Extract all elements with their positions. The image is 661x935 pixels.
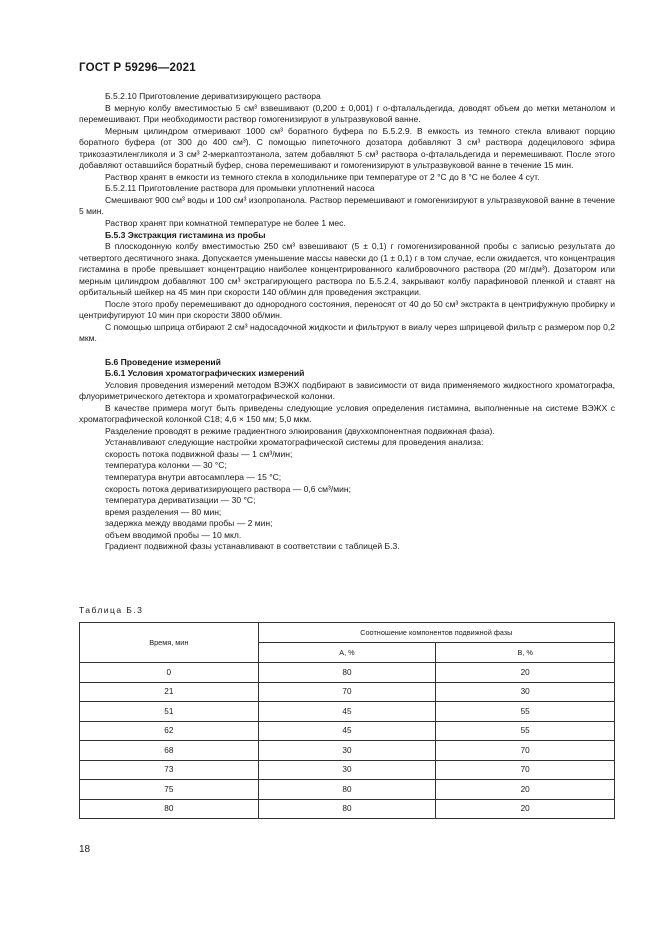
cell-a: 80 — [258, 663, 436, 683]
paragraph: Раствор хранят в емкости из темного стекла в холодильнике при температуре от 2 °С до 8 °С не более 4 сут. — [105, 171, 540, 182]
paragraph: температура колонки — 30 °С; — [105, 460, 227, 471]
paragraph: температура внутри автосамплера — 15 °С; — [105, 472, 282, 482]
table-row — [80, 780, 615, 800]
section-heading: Б.5.3 Экстракция гистамина из пробы — [105, 229, 266, 240]
header-mobile-phase-ratio: Соотношение компонентов подвижной фазы — [258, 623, 614, 643]
paragraph: Условия проведения измерений методом ВЭЖХ подбирают в зависимости от вида применяемого жидкостного хроматографа, флуориметрического детектора и хроматографической колонки. — [79, 379, 615, 402]
cell-a: 45 — [258, 721, 436, 741]
cell-a: 45 — [258, 702, 436, 722]
table-row — [80, 663, 615, 683]
cell-a: 30 — [258, 741, 436, 761]
cell-b: 20 — [436, 799, 615, 819]
cell-time: 75 — [80, 780, 259, 800]
paragraph: Смешивают 900 см³ воды и 100 см³ изопропанола. Раствор перемешивают и гомогенизируют в ультразвуковой ванне в течение 5 мин. — [79, 194, 615, 217]
paragraph: объем вводимой пробы — 10 мкл. — [105, 529, 242, 540]
cell-b: 30 — [436, 682, 615, 702]
cell-b: 20 — [436, 780, 615, 800]
paragraph: задержка между вводами пробы — 2 мин; — [105, 518, 273, 529]
paragraph: температура дериватизации — 30 °С; — [105, 495, 256, 506]
table-row — [80, 799, 615, 819]
paragraph: В мерную колбу вместимостью 5 см³ взвешивают (0,200 ± 0,001) г о-фталальдегида, доводят объем до метки метанолом и перемешивают. При необходимости раствор гомогенизируют в ультразвуковой ванне. — [79, 102, 615, 125]
cell-a: 30 — [258, 760, 436, 780]
table-caption: Таблица Б.3 — [79, 605, 144, 615]
table-row — [80, 760, 615, 780]
cell-time: 68 — [80, 741, 259, 761]
cell-b: 55 — [436, 702, 615, 722]
cell-time: 62 — [80, 721, 259, 741]
cell-b: 55 — [436, 721, 615, 741]
page-number: 18 — [79, 844, 91, 855]
table-row — [80, 702, 615, 722]
header-component-a: А, % — [258, 643, 436, 663]
paragraph: Градиент подвижной фазы устанавливают в соответствии с таблицей Б.3. — [105, 541, 400, 552]
section-heading: Б.6 Проведение измерений — [105, 356, 221, 367]
table-row — [80, 682, 615, 702]
cell-a: 80 — [258, 780, 436, 800]
paragraph: С помощью шприца отбирают 2 см³ надосадочной жидкости и фильтруют в виалу через шприцевой фильтр с размером пор 0,2 мкм. — [79, 321, 615, 344]
cell-time: 51 — [80, 702, 259, 722]
document-header: ГОСТ Р 59296—2021 — [79, 62, 196, 74]
paragraph: Разделение проводят в режиме градиентного элюирования (двухкомпонентная подвижная фаза). — [105, 425, 495, 436]
paragraph: Б.5.2.11 Приготовление раствора для промывки уплотнений насоса — [105, 183, 375, 194]
table-row — [80, 721, 615, 741]
paragraph: Б.5.2.10 Приготовление дериватизирующего раствора — [105, 91, 321, 101]
cell-time: 21 — [80, 682, 259, 702]
paragraph: скорость потока дериватизирующего раствора — 0,6 см³/мин; — [105, 483, 352, 494]
cell-b: 70 — [436, 760, 615, 780]
gradient-table — [79, 622, 615, 819]
cell-a: 70 — [258, 682, 436, 702]
cell-time: 0 — [80, 663, 259, 683]
paragraph: Устанавливают следующие настройки хроматографической системы для проведения анализа: — [105, 437, 484, 448]
paragraph: В качестве примера могут быть приведены следующие условия определения гистамина, выполненные на системе ВЭЖХ с хроматографической колонкой С18; 4,6 × 150 мм; 5,0 мкм. — [79, 402, 615, 425]
paragraph: В плоскодонную колбу вместимостью 250 см³ взвешивают (5 ± 0,1) г гомогенизированной пробы с записью результата до четвертого десятичного знака. Допускается уменьшение массы навески до (1 ± 0,1) г в том случае, если ожидается, что концентрация гистамина в пробе превышает концентрацию наиболее концентрированного калибровочного раствора (20 мг/дм³). Дозатором или мерным цилиндром добавляют 100 см³ экстрагирующего раствора по Б.5.2.4, закрывают колбу парафиновой пленкой и ставят на орбитальный шейкер на 45 мин при скорости 140 об/мин для проведения экстракции. — [79, 241, 615, 298]
paragraph: Раствор хранят при комнатной температуре не более 1 мес. — [105, 218, 346, 229]
paragraph: скорость потока подвижной фазы — 1 см³/мин; — [105, 448, 293, 459]
cell-time: 80 — [80, 799, 259, 819]
paragraph: время разделения — 80 мин; — [105, 506, 222, 517]
header-component-b: В, % — [436, 643, 615, 663]
cell-b: 70 — [436, 741, 615, 761]
header-time: Время, мин — [80, 623, 259, 663]
cell-a: 80 — [258, 799, 436, 819]
paragraph: Мерным цилиндром отмеривают 1000 см³ боратного буфера по Б.5.2.9. В емкость из темного стекла вливают порцию боратного буфера (от 300 до 400 см³). С помощью пипеточного дозатора добавляют 3 см³ раствора додецилового эфира трикозаэтиленгликоля и 3 см³ 2-меркаптоэтанола, затем добавляют 5 см³ раствора о-фталальдегида и перемешивают. После этого добавляют оставшийся боратный буфер, снова перемешивают и гомогенизируют в ультразвуковой ванне в течение 15 мин. — [79, 125, 615, 171]
section-heading: Б.6.1 Условия хроматографических измерений — [105, 368, 305, 379]
paragraph: После этого пробу перемешивают до однородного состояния, переносят от 40 до 50 см³ экстракта в центрифужную пробирку и центрифугируют 10 мин при скорости 3800 об/мин. — [79, 298, 615, 321]
table-row — [80, 741, 615, 761]
cell-b: 20 — [436, 663, 615, 683]
body-text — [79, 91, 615, 553]
cell-time: 73 — [80, 760, 259, 780]
